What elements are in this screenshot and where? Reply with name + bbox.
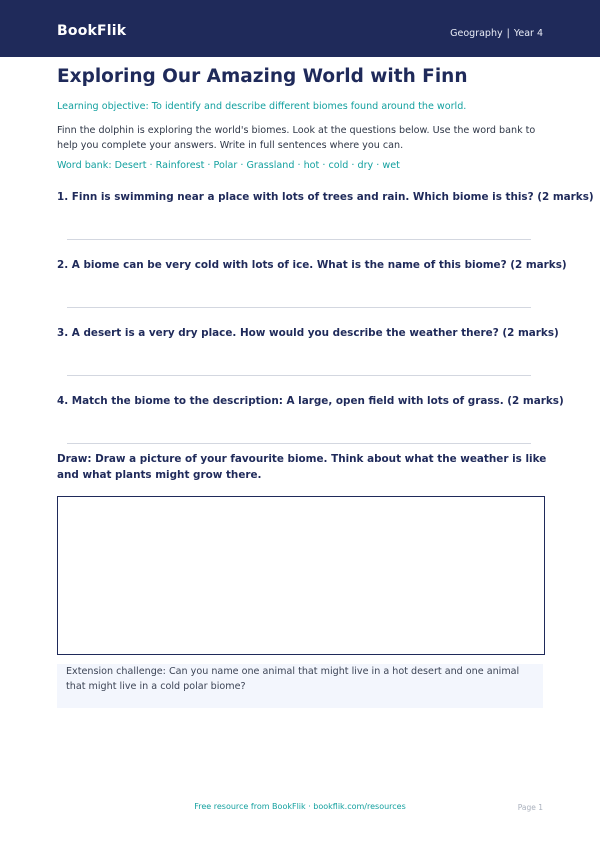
word-bank: Word bank: Desert · Rainforest · Polar · Grassland · hot · cold · dry · wet <box>57 160 400 171</box>
page-number: Page 1 <box>517 803 543 812</box>
brand-logo[interactable]: BookFlik <box>57 23 127 39</box>
answer-line-4[interactable] <box>67 443 531 444</box>
answer-line-1[interactable] <box>67 239 531 240</box>
year-label: Year 4 <box>513 28 543 39</box>
extension-challenge: Extension challenge: Can you name one animal that might live in a hot desert and one animal that might live in a cold polar biome? <box>57 664 543 708</box>
header-bar <box>0 0 600 57</box>
answer-line-3[interactable] <box>67 375 531 376</box>
page-title: Exploring Our Amazing World with Finn <box>57 66 468 87</box>
question-4: 4. Match the biome to the description: A large, open field with lots of grass. (2 marks) <box>57 395 564 407</box>
subject-year-label <box>450 28 543 39</box>
question-1: 1. Finn is swimming near a place with lots of trees and rain. Which biome is this? (2 marks) <box>57 191 594 203</box>
intro-text: Finn the dolphin is exploring the world's biomes. Look at the questions below. Use the word bank to help you complete your answers. Write in full sentences where you can. <box>57 125 536 151</box>
learning-objective: Learning objective: To identify and describe different biomes found around the world. <box>57 101 467 112</box>
question-2: 2. A biome can be very cold with lots of ice. What is the name of this biome? (2 marks) <box>57 259 567 271</box>
draw-prompt: Draw: Draw a picture of your favourite biome. Think about what the weather is like and what plants might grow there. <box>57 453 547 481</box>
footer-resource-link[interactable]: Free resource from BookFlik · bookflik.com/resources <box>194 802 406 811</box>
header-separator: | <box>506 28 510 39</box>
answer-line-2[interactable] <box>67 307 531 308</box>
subject-label: Geography <box>450 28 503 39</box>
drawing-area[interactable] <box>57 496 545 655</box>
question-3: 3. A desert is a very dry place. How would you describe the weather there? (2 marks) <box>57 327 559 339</box>
